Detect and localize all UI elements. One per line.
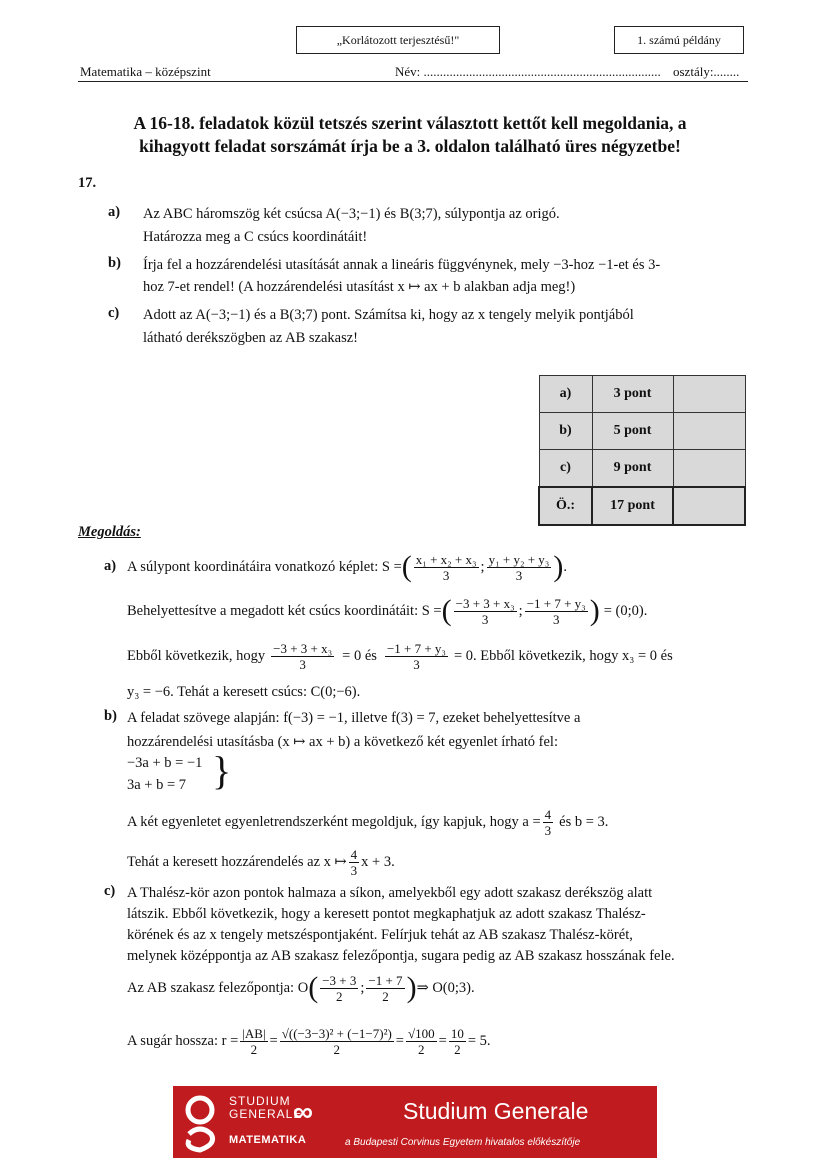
- semicolon: ;: [480, 559, 485, 575]
- instructions-line-1: A 16-18. feladatok közül tetszés szerint választott kettőt kell megoldania, a: [133, 113, 687, 133]
- fraction-num: |AB|: [242, 1025, 266, 1041]
- solution-c-r-text: A sugár hossza: r =: [127, 1033, 239, 1049]
- score-part: c): [539, 450, 592, 488]
- solution-a-label: a): [104, 558, 117, 574]
- task-number: 17.: [78, 175, 97, 191]
- score-row: [539, 376, 745, 413]
- fraction-num: −3 + 3: [322, 972, 357, 988]
- fraction-den: 2: [382, 988, 389, 1004]
- fraction-num: √100: [407, 1025, 435, 1041]
- solution-b-text-4a: Tehát a keresett hozzárendelés az x ↦: [127, 854, 347, 870]
- equals: =: [438, 1033, 447, 1049]
- fraction: [525, 596, 588, 627]
- fraction-den: 2: [333, 1041, 341, 1057]
- fraction-den: 3: [544, 822, 552, 838]
- logo-text-studium: STUDIUM: [229, 1094, 291, 1108]
- fraction-num: −3 + 3 + x₃: [455, 595, 515, 611]
- paren-close: ): [553, 550, 564, 583]
- solution-c-text-2: látszik. Ebből következik, hogy a keresett pontot megkaphatjuk az adott szakasz Thalész-: [127, 906, 646, 922]
- fraction-den: 3: [413, 656, 420, 672]
- fraction: [366, 973, 404, 1004]
- paren-open: (: [308, 971, 319, 1004]
- fraction-den: 2: [418, 1041, 425, 1057]
- fraction: [280, 1026, 394, 1057]
- fraction-num: −3 + 3 + x₃: [273, 640, 333, 656]
- subject-label: Matematika – középszint: [80, 64, 211, 79]
- equals: =: [269, 1033, 278, 1049]
- fraction: [543, 807, 554, 838]
- header-rule: [78, 81, 748, 82]
- solution-a-text-3: Ebből következik, hogy: [127, 648, 266, 664]
- score-part: b): [539, 413, 592, 450]
- score-table: [538, 375, 746, 526]
- class-field[interactable]: osztály:........: [673, 64, 740, 79]
- period: .: [563, 559, 567, 575]
- score-earned-cell[interactable]: [673, 450, 745, 488]
- score-earned-cell[interactable]: [673, 487, 745, 525]
- brand-tagline: a Budapesti Corvinus Egyetem hivatalos előkészítője: [345, 1137, 581, 1148]
- solution-a-eq-1: = 0 és: [342, 648, 377, 664]
- solution-b-sys-2: 3a + b = 7: [127, 777, 187, 793]
- solution-c-text-3: körének és az x tengely metszéspontjaként. Felírjuk tehát az AB szakasz Thalész-körét,: [127, 927, 633, 943]
- score-row: [539, 413, 745, 450]
- infinity-icon: ∞: [293, 1096, 313, 1127]
- task-a-line-1: Az ABC háromszög két csúcsa A(−3;−1) és B(3;7), súlypontja az origó.: [143, 206, 560, 222]
- system-brace-icon: }: [212, 748, 232, 793]
- solution-b-label: b): [104, 708, 117, 724]
- fraction-num: 4: [350, 846, 358, 862]
- copy-number-box: 1. számú példány: [614, 26, 744, 54]
- fraction: [449, 1026, 466, 1057]
- task-c-line-2: látható derékszögben az AB szakasz!: [143, 330, 358, 346]
- fraction: [320, 973, 358, 1004]
- solution-c-text-1: A Thalész-kör azon pontok halmaza a síkon, amelyekből egy adott szakasz derékszög alatt: [127, 885, 653, 901]
- score-earned-cell[interactable]: [673, 413, 745, 450]
- solution-b-system: [127, 752, 202, 796]
- solution-b-result-line: [127, 802, 608, 842]
- solution-c-radius-line: [127, 1016, 491, 1066]
- fraction-num: −1 + 7: [368, 972, 403, 988]
- solution-b-text-3b: és b = 3.: [559, 814, 609, 830]
- solution-c-label: c): [104, 883, 116, 899]
- solution-c-text-4: melynek középpontja az AB szakasz felezőpontja, sugara pedig az AB szakasz hosszának fele.: [127, 948, 675, 964]
- score-points: 5 pont: [592, 413, 673, 450]
- restricted-distribution-box: „Korlátozott terjesztésű!": [296, 26, 500, 54]
- solution-a-text-4: y₃ = −6. Tehát a keresett csúcs: C(0;−6).: [127, 684, 361, 700]
- fraction-num: −1 + 7 + y₃: [386, 640, 446, 656]
- fraction-den: 2: [250, 1041, 258, 1057]
- paren-open: (: [401, 550, 412, 583]
- score-total-row: [539, 487, 745, 525]
- score-earned-cell[interactable]: [673, 376, 745, 413]
- solution-b-text-3a: A két egyenletet egyenletrendszerként megoldjuk, így kapjuk, hogy a =: [127, 814, 541, 830]
- score-part: Ö.:: [539, 487, 592, 525]
- fraction-num: √((−3−3)² + (−1−7)²): [281, 1025, 392, 1041]
- name-field[interactable]: Név: .........................................................................: [395, 64, 661, 79]
- solution-a-eq-2: = 0. Ebből következik, hogy x₃ = 0 és: [453, 648, 673, 664]
- solution-c-r-result: = 5.: [467, 1033, 491, 1049]
- solution-heading: Megoldás:: [78, 524, 141, 540]
- fraction-num: 10: [450, 1025, 464, 1041]
- fraction-num: x₁ + x₂ + x₃: [415, 551, 477, 567]
- solution-a-substitution-line: [127, 586, 647, 636]
- fraction: [385, 641, 448, 672]
- fraction-num: −1 + 7 + y₃: [526, 595, 586, 611]
- solution-b-text-4b: x + 3.: [361, 854, 395, 870]
- fraction: [487, 552, 552, 583]
- solution-c-midpoint-line: [127, 963, 475, 1013]
- studium-logo-icon: [181, 1090, 219, 1154]
- solution-b-mapping-line: [127, 842, 395, 882]
- task-c-label: c): [108, 305, 120, 321]
- fraction: [240, 1026, 267, 1057]
- solution-a-text-1: A súlypont koordinátáira vonatkozó képlet: S =: [127, 559, 402, 575]
- footer-banner: [173, 1086, 657, 1158]
- fraction-num: 4: [544, 806, 552, 822]
- equals: =: [395, 1033, 404, 1049]
- task-c-line-1: Adott az A(−3;−1) és a B(3;7) pont. Számítsa ki, hogy az x tengely melyik pontjából: [143, 307, 634, 323]
- fraction-den: 3: [552, 611, 560, 627]
- paren-close: ): [589, 594, 600, 627]
- score-points: 9 pont: [592, 450, 673, 488]
- task-b-line-2: hoz 7-et rendel! (A hozzárendelési utasítást x ↦ ax + b alakban adja meg!): [143, 279, 576, 295]
- score-points: 3 pont: [592, 376, 673, 413]
- solution-a-equations-line: [127, 634, 673, 678]
- solution-a-text-2: Behelyettesítve a megadott két csúcs koordinátáit: S =: [127, 603, 442, 619]
- instructions-line-2: kihagyott feladat sorszámát írja be a 3. oldalon található üres négyzetbe!: [139, 136, 681, 156]
- fraction-den: 3: [481, 611, 489, 627]
- solution-a-formula-line: [127, 542, 567, 592]
- solution-b-text-1: A feladat szövege alapján: f(−3) = −1, illetve f(3) = 7, ezeket behelyettesítve a: [127, 710, 581, 726]
- task-b-line-1: Írja fel a hozzárendelési utasítását annak a lineáris függvénynek, mely −3-hoz −1-et és 3-: [143, 257, 661, 273]
- fraction: [414, 552, 479, 583]
- solution-c-mid-text: Az AB szakasz felezőpontja: O: [127, 980, 309, 996]
- paren-close: ): [406, 971, 417, 1004]
- fraction-den: 3: [350, 862, 358, 878]
- solution-b-text-2: hozzárendelési utasításba (x ↦ ax + b) a következő két egyenlet írható fel:: [127, 734, 558, 750]
- task-b-label: b): [108, 255, 121, 271]
- task-a-label: a): [108, 204, 121, 220]
- fraction-num: y₁ + y₂ + y₃: [488, 551, 550, 567]
- task-a-line-2: Határozza meg a C csúcs koordinátáit!: [143, 229, 368, 245]
- semicolon: ;: [518, 603, 523, 619]
- solution-b-sys-1: −3a + b = −1: [127, 755, 203, 771]
- fraction-den: 3: [515, 567, 523, 583]
- semicolon: ;: [360, 980, 365, 996]
- fraction: [271, 641, 334, 672]
- fraction-den: 2: [454, 1041, 461, 1057]
- fraction-den: 3: [442, 567, 450, 583]
- score-points: 17 pont: [592, 487, 673, 525]
- fraction: [454, 596, 517, 627]
- fraction: [349, 847, 360, 878]
- score-part: a): [539, 376, 592, 413]
- paren-open: (: [441, 594, 452, 627]
- logo-text-generale: GENERALE: [229, 1107, 303, 1121]
- fraction: [406, 1026, 437, 1057]
- fraction-den: 2: [336, 988, 343, 1004]
- solution-a-result-2: = (0;0).: [603, 603, 648, 619]
- logo-text-matematika: MATEMATIKA: [229, 1134, 307, 1146]
- solution-c-mid-result: ⇒ O(0;3).: [416, 980, 475, 996]
- brand-title: Studium Generale: [403, 1098, 589, 1124]
- fraction-den: 3: [299, 656, 306, 672]
- score-row: [539, 450, 745, 488]
